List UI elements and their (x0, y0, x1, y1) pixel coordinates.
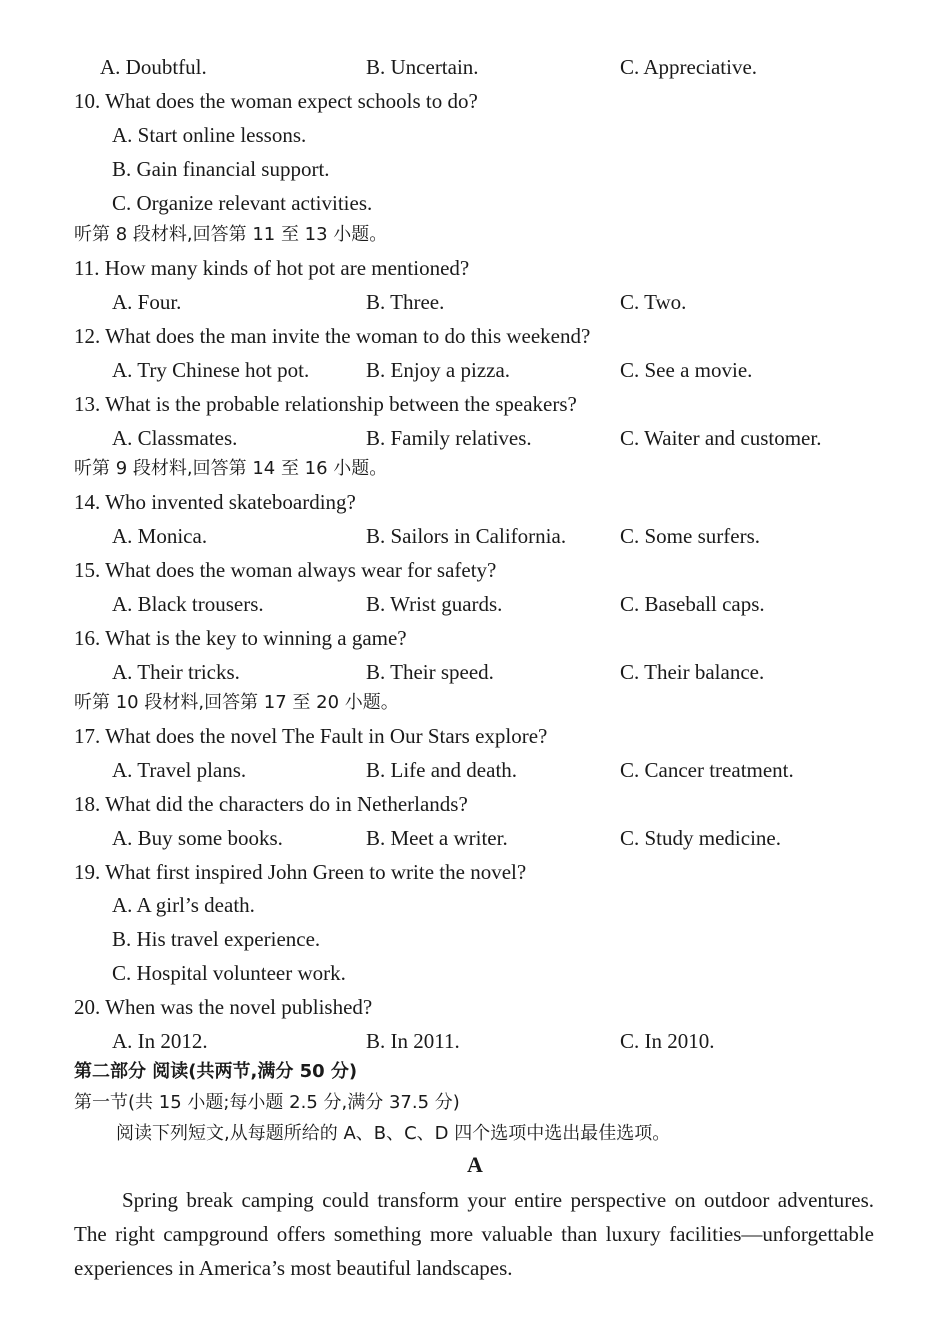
q13-option-a: A. Classmates. (112, 426, 238, 450)
q15-option-c: C. Baseball caps. (620, 592, 765, 616)
q17-option-a: A. Travel plans. (112, 758, 247, 782)
q19-option-c: C. Hospital volunteer work. (112, 961, 346, 985)
q16-option-a: A. Their tricks. (112, 660, 240, 684)
q20-stem: 20. When was the novel published? (74, 995, 373, 1019)
section-1-title: 第一节(共 15 小题;每小题 2.5 分,满分 37.5 分) (74, 1092, 460, 1113)
q9-option-b: B. Uncertain. (366, 55, 479, 79)
q10-option-c: C. Organize relevant activities. (112, 191, 373, 215)
q11-option-c: C. Two. (620, 290, 687, 314)
q11-option-a: A. Four. (112, 290, 182, 314)
q15-stem: 15. What does the woman always wear for safety? (74, 558, 497, 582)
q17-stem: 17. What does the novel The Fault in Our Stars explore? (74, 724, 548, 748)
q20-option-a: A. In 2012. (112, 1029, 208, 1053)
q16-option-c: C. Their balance. (620, 660, 765, 684)
q10-option-a: A. Start online lessons. (112, 123, 307, 147)
q11-option-b: B. Three. (366, 290, 445, 314)
q16-option-b: B. Their speed. (366, 660, 494, 684)
q19-option-b: B. His travel experience. (112, 927, 321, 951)
q19-option-a: A. A girl’s death. (112, 893, 255, 917)
q18-stem: 18. What did the characters do in Netherlands? (74, 792, 468, 816)
q14-option-b: B. Sailors in California. (366, 524, 567, 548)
q19-stem: 19. What first inspired John Green to write the novel? (74, 860, 527, 884)
q13-stem: 13. What is the probable relationship between the speakers? (74, 392, 577, 416)
q14-option-c: C. Some surfers. (620, 524, 760, 548)
q10-stem: 10. What does the woman expect schools to do? (74, 89, 478, 113)
q18-option-a: A. Buy some books. (112, 826, 283, 850)
q14-stem: 14. Who invented skateboarding? (74, 490, 356, 514)
q12-option-c: C. See a movie. (620, 358, 753, 382)
q9-option-a: A. Doubtful. (100, 55, 207, 79)
passage-text: Spring break camping could transform your entire perspective on outdoor adventures. The right campground offers something more valuable than luxury facilities—unforgettable experiences in America’s most beautiful landscapes. (74, 1188, 874, 1280)
q20-option-b: B. In 2011. (366, 1029, 460, 1053)
q12-option-a: A. Try Chinese hot pot. (112, 358, 310, 382)
q9-option-c: C. Appreciative. (620, 55, 758, 79)
q17-option-c: C. Cancer treatment. (620, 758, 794, 782)
q10-option-b: B. Gain financial support. (112, 157, 330, 181)
part-2-title: 第二部分 阅读(共两节,满分 50 分) (74, 1061, 358, 1082)
section-9-heading: 听第 9 段材料,回答第 14 至 16 小题。 (74, 458, 388, 479)
passage-paragraph (74, 1183, 874, 1285)
q17-option-b: B. Life and death. (366, 758, 518, 782)
q16-stem: 16. What is the key to winning a game? (74, 626, 407, 650)
q15-option-b: B. Wrist guards. (366, 592, 503, 616)
q14-option-a: A. Monica. (112, 524, 208, 548)
q18-option-b: B. Meet a writer. (366, 826, 508, 850)
section-8-heading: 听第 8 段材料,回答第 11 至 13 小题。 (74, 224, 388, 245)
reading-instruction: 阅读下列短文,从每题所给的 A、B、C、D 四个选项中选出最佳选项。 (116, 1123, 671, 1144)
q11-stem: 11. How many kinds of hot pot are mentioned? (74, 256, 470, 280)
q12-stem: 12. What does the man invite the woman to do this weekend? (74, 324, 591, 348)
passage-label: A (467, 1152, 483, 1177)
q20-option-c: C. In 2010. (620, 1029, 715, 1053)
section-10-heading: 听第 10 段材料,回答第 17 至 20 小题。 (74, 692, 399, 713)
q15-option-a: A. Black trousers. (112, 592, 264, 616)
q18-option-c: C. Study medicine. (620, 826, 781, 850)
q13-option-c: C. Waiter and customer. (620, 426, 822, 450)
q13-option-b: B. Family relatives. (366, 426, 532, 450)
q12-option-b: B. Enjoy a pizza. (366, 358, 511, 382)
